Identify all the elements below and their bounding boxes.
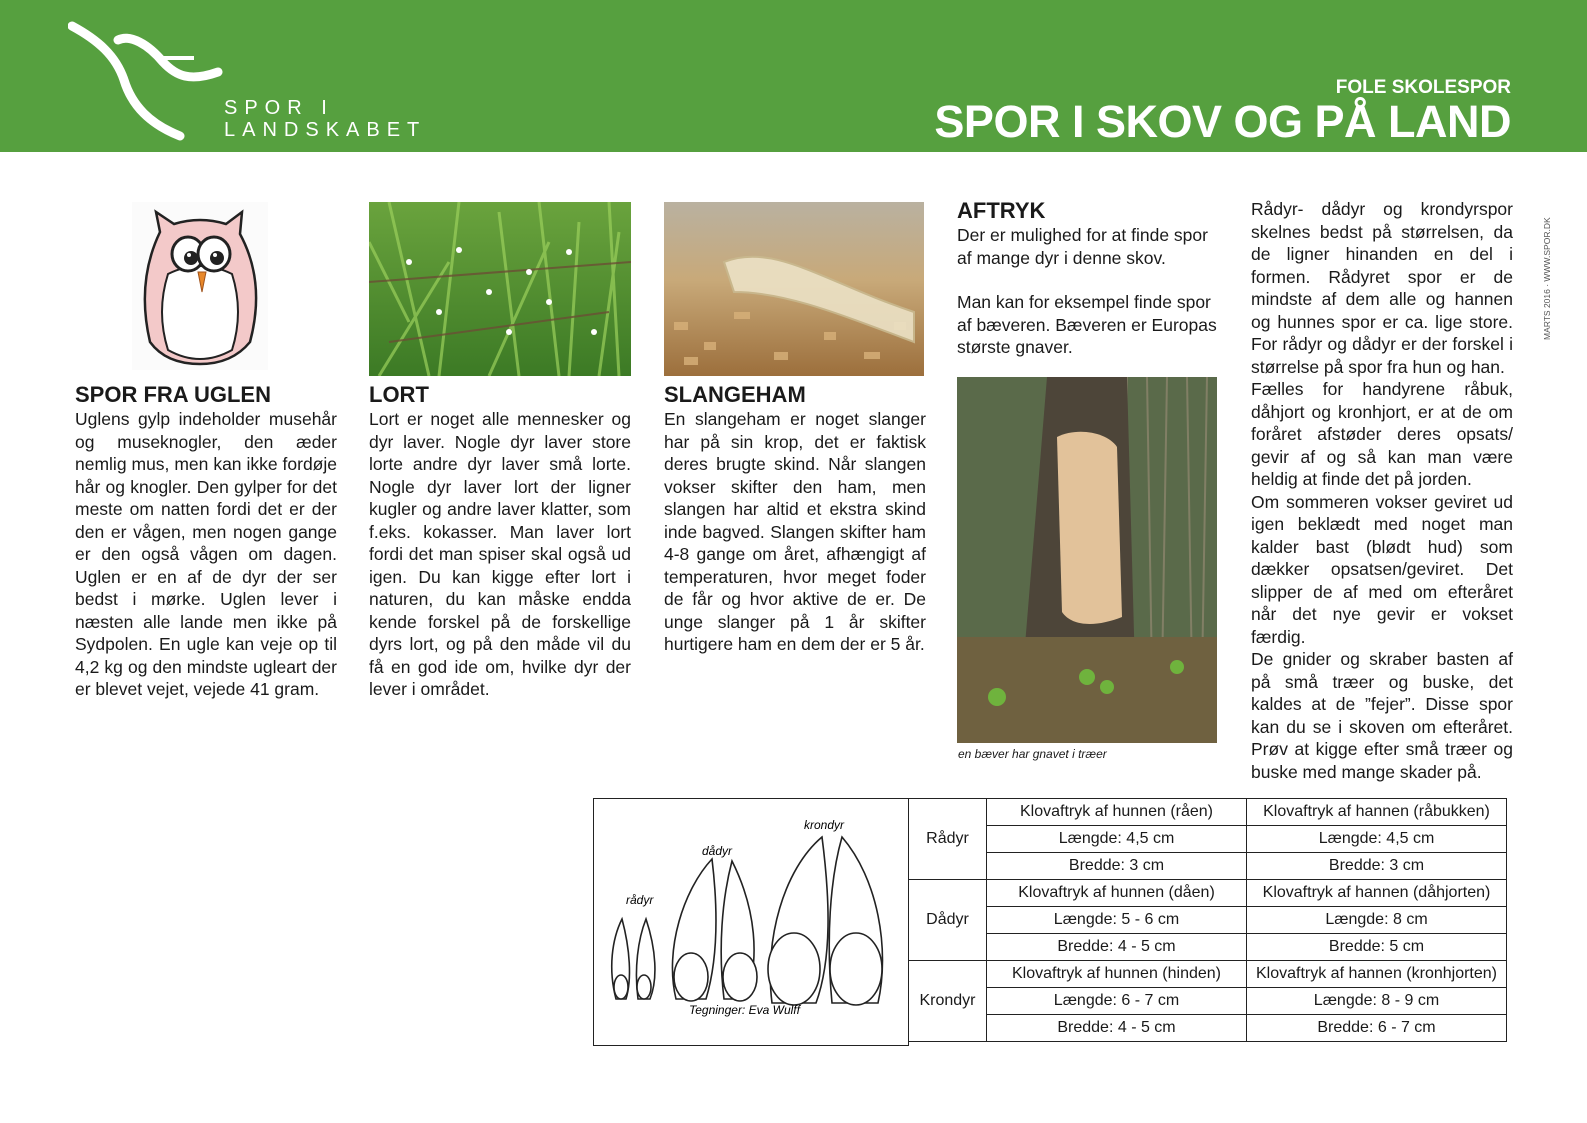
snakeskin-photo [664, 202, 924, 376]
deer-text-2: Fælles for handyrene råbuk, dåhjort og kronhjort, er at de om foråret afstøder deres opsats/ gevir af og så kan man være heldig at finde det på jorden. [1251, 379, 1513, 489]
table-row [909, 934, 1507, 961]
table-cell: Længde: 6 - 7 cm [987, 988, 1247, 1015]
table-cell: Bredde: 4 - 5 cm [987, 1015, 1247, 1042]
lort-heading: LORT [369, 382, 429, 407]
hoofprint-drawing-box [593, 798, 909, 1046]
animal-cell: Dådyr [909, 880, 987, 961]
label-krondyr: krondyr [804, 818, 845, 832]
table-row [909, 961, 1507, 988]
aftryk-section [957, 198, 1219, 359]
hoofprint-table [908, 798, 1507, 1042]
drawing-credit: Tegninger: Eva Wulff [689, 1003, 800, 1017]
deer-section [1251, 198, 1513, 783]
owl-drawing [132, 202, 268, 370]
grass-photo [369, 202, 631, 376]
logo-line1: SPOR I [224, 97, 334, 119]
table-cell: Længde: 4,5 cm [987, 826, 1247, 853]
table-row [909, 853, 1507, 880]
table-cell: Længde: 8 - 9 cm [1247, 988, 1507, 1015]
table-row [909, 826, 1507, 853]
animal-cell: Krondyr [909, 961, 987, 1042]
table-cell: Klovaftryk af hunnen (hinden) [987, 961, 1247, 988]
table-cell: Bredde: 3 cm [1247, 853, 1507, 880]
slangeham-heading: SLANGEHAM [664, 382, 806, 407]
label-radyr: rådyr [626, 893, 654, 907]
slangeham-text: En slangeham er noget slanger har på sin krop, det er faktisk deres brugte skind. Når slangen vokser skifter den ham, men slangen har altid et ekstra skind inde bagved. Slangen skifter ham 4-8 gange om året, afhængigt af temperaturen, hvor meget foder de får og hvor aktive de er. De unge slanger på 1 år skifter hurtigere ham en dem der er 5 år. [664, 409, 926, 654]
table-cell: Bredde: 6 - 7 cm [1247, 1015, 1507, 1042]
owl-heading: SPOR FRA UGLEN [75, 382, 271, 407]
animal-cell: Rådyr [909, 799, 987, 880]
table-row [909, 907, 1507, 934]
slangeham-section [664, 382, 926, 656]
table-row [909, 880, 1507, 907]
deer-text-4: De gnider og skraber basten af på små træer og buske, det kaldes at de ”fejer”. Disse spor kan du se i skoven om efteråret. Prøv at kigge efter små træer og buske med mange skader på. [1251, 649, 1513, 782]
table-cell: Klovaftryk af hannen (råbukken) [1247, 799, 1507, 826]
aftryk-text2: Man kan for eksempel finde spor af bæveren. Bæveren er Europas største gnaver. [957, 292, 1217, 357]
lort-text: Lort er noget alle mennesker og dyr laver. Nogle dyr laver store lorte andre dyr laver små lorte. Nogle dyr laver lort der ligner kugler og andre laver klatter, som f.eks. kokasser. Man laver lort fordi det man spiser skal også ud igen. Du kan kigge efter lort i naturen, du kan måske endda kende forskel på de forskellige dyrs lort, og på den måde vil du få en god ide om, hvilke dyr der lever i området. [369, 409, 631, 699]
table-cell: Længde: 5 - 6 cm [987, 907, 1247, 934]
page-title: SPOR I SKOV OG PÅ LAND [934, 96, 1511, 147]
table-cell: Længde: 8 cm [1247, 907, 1507, 934]
aftryk-text1: Der er mulighed for at finde spor af mange dyr i denne skov. [957, 225, 1208, 268]
side-note: MARTS 2016 · WWW.SPOR.DK [1542, 217, 1552, 340]
table-row [909, 799, 1507, 826]
table-row [909, 988, 1507, 1015]
page-subtitle: FOLE SKOLESPOR [1335, 77, 1511, 98]
label-dadyr: dådyr [702, 844, 733, 858]
table-row [909, 1015, 1507, 1042]
table-cell: Klovaftryk af hannen (kronhjorten) [1247, 961, 1507, 988]
table-cell: Bredde: 5 cm [1247, 934, 1507, 961]
logo-text [224, 97, 426, 141]
table-cell: Bredde: 3 cm [987, 853, 1247, 880]
table-cell: Klovaftryk af hunnen (råen) [987, 799, 1247, 826]
owl-text: Uglens gylp indeholder musehår og museknogler, den æder nemlig mus, men kan ikke fordøje hår og knogler. Den gylper for det meste om natten fordi det er der den er vågen, men nogen gange er den også vågen om dagen. Uglen er en af de dyr der ser bedst i mørke. Uglen lever i næsten alle lande men ikke på Sydpolen. En ugle kan veje op til 4,2 kg og den mindste ugleart der er blevet vejet, vejede 41 gram. [75, 409, 337, 699]
beaver-caption: en bæver har gnavet i træer [958, 747, 1107, 761]
aftryk-heading: AFTRYK [957, 198, 1046, 223]
table-cell: Klovaftryk af hunnen (dåen) [987, 880, 1247, 907]
deer-text-1: Rådyr- dådyr og krondyrspor skelnes bedst på størrelsen, da de ligner hinanden en del i formen. Rådyret spor er de mindste af dem alle og hannen og hunnes spor er ca. lige store. For rådyr og dådyr er der forskel i størrelse på spor fra hun og han. [1251, 199, 1513, 377]
logo-line2: LANDSKABET [224, 119, 427, 141]
hoofprint-drawings [594, 799, 907, 1044]
lort-section [369, 382, 631, 701]
spor-logo-icon [68, 20, 228, 145]
header-banner [0, 0, 1587, 152]
table-cell: Længde: 4,5 cm [1247, 826, 1507, 853]
beaver-tree-photo [957, 377, 1217, 743]
deer-text-3: Om sommeren vokser geviret ud igen beklædt med noget man kalder bast (blødt hud) som dækker opsatsen/geviret. Det slipper de af med om efteråret når det nye gevir er vokset færdig. [1251, 491, 1513, 647]
table-cell: Klovaftryk af hannen (dåhjorten) [1247, 880, 1507, 907]
table-cell: Bredde: 4 - 5 cm [987, 934, 1247, 961]
owl-section [75, 382, 337, 701]
